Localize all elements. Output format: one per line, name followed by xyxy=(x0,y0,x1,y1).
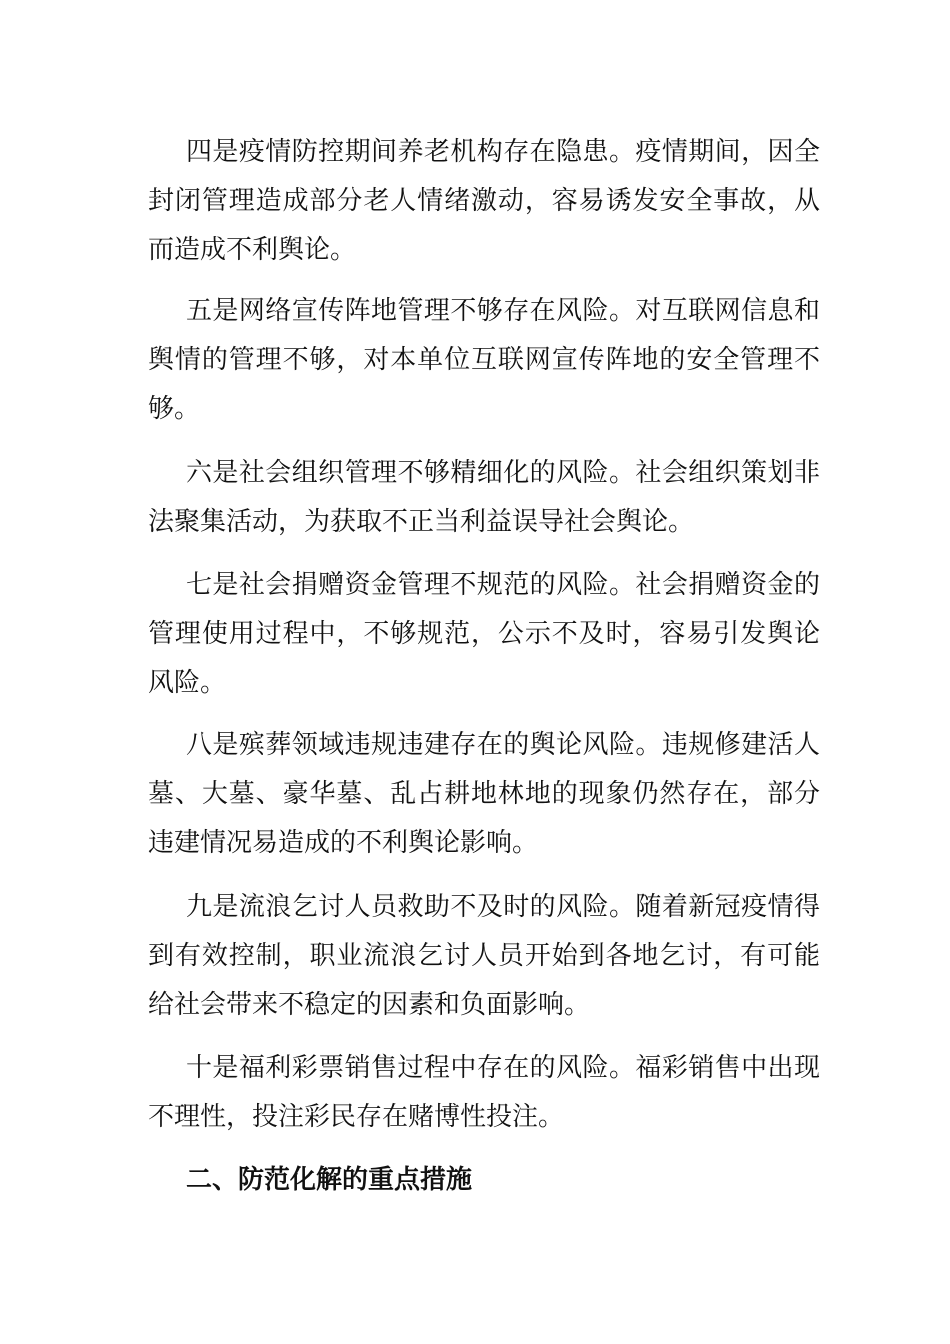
paragraph-line: 到有效控制，职业流浪乞讨人员开始到各地乞讨，有可能 xyxy=(148,941,820,971)
paragraph-line: 法聚集活动，为获取不正当利益误导社会舆论。 xyxy=(148,507,695,537)
paragraph-line: 四是疫情防控期间养老机构存在隐患。疫情期间，因全 xyxy=(186,137,820,167)
paragraph-line: 风险。 xyxy=(148,668,227,698)
paragraph-line: 七是社会捐赠资金管理不规范的风险。社会捐赠资金的 xyxy=(186,570,820,600)
paragraph-line: 够。 xyxy=(148,394,201,424)
paragraph-10 xyxy=(148,1044,820,1142)
paragraph-line: 管理使用过程中，不够规范，公示不及时，容易引发舆论 xyxy=(148,619,820,649)
paragraph-6 xyxy=(148,449,820,547)
paragraph-line: 封闭管理造成部分老人情绪激动，容易诱发安全事故，从 xyxy=(148,186,820,216)
paragraph-line: 舆情的管理不够，对本单位互联网宣传阵地的安全管理不 xyxy=(148,345,820,375)
paragraph-9 xyxy=(148,883,820,1030)
paragraph-line: 八是殡葬领域违规违建存在的舆论风险。违规修建活人 xyxy=(186,730,820,760)
paragraph-line: 墓、大墓、豪华墓、乱占耕地林地的现象仍然存在，部分 xyxy=(148,779,820,809)
paragraph-5 xyxy=(148,287,820,434)
paragraph-line: 违建情况易造成的不利舆论影响。 xyxy=(148,828,539,858)
paragraph-line: 十是福利彩票销售过程中存在的风险。福彩销售中出现 xyxy=(186,1053,820,1083)
paragraph-line: 而造成不利舆论。 xyxy=(148,235,357,265)
paragraph-line: 给社会带来不稳定的因素和负面影响。 xyxy=(148,990,591,1020)
paragraph-line: 六是社会组织管理不够精细化的风险。社会组织策划非 xyxy=(186,458,820,488)
paragraph-8 xyxy=(148,721,820,868)
paragraph-line: 九是流浪乞讨人员救助不及时的风险。随着新冠疫情得 xyxy=(186,892,820,922)
section-heading: 二、防范化解的重点措施 xyxy=(186,1165,473,1195)
paragraph-line: 不理性，投注彩民存在赌博性投注。 xyxy=(148,1102,565,1132)
paragraph-4 xyxy=(148,128,820,275)
paragraph-line: 五是网络宣传阵地管理不够存在风险。对互联网信息和 xyxy=(186,296,820,326)
paragraph-7 xyxy=(148,561,820,708)
